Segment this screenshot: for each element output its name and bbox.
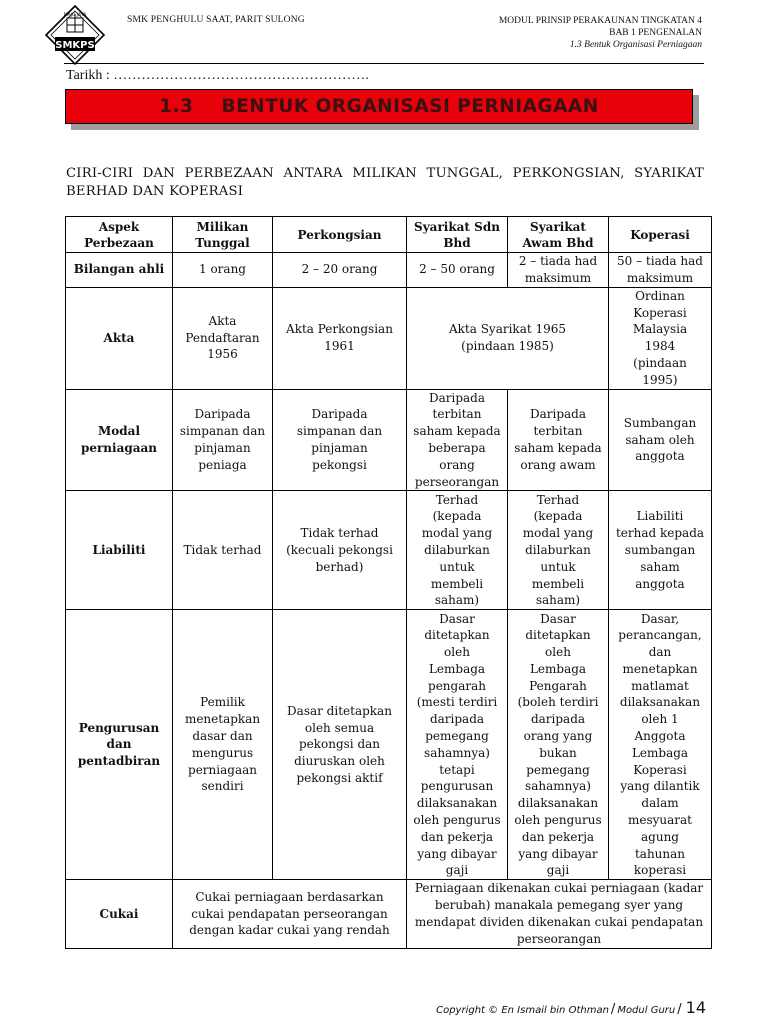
cell-liabiliti-tunggal: Tidak terhad [173,491,273,610]
section-banner [65,89,693,124]
cell-bilangan-tunggal: 1 orang [173,253,273,288]
aspek-liabiliti: Liabiliti [66,491,173,610]
cell-akta-tunggal: Akta Pendaftaran 1956 [173,287,273,389]
school-name: SMK PENGHULU SAAT, PARIT SULONG [127,15,305,25]
header-perkongsian: Perkongsian [273,217,407,253]
header-aspek: Aspek Perbezaan [66,217,173,253]
header-koperasi: Koperasi [609,217,712,253]
cell-modal-sdn: Daripada terbitan saham kepada beberapa orang perseorangan [407,389,508,491]
page-footer: Copyright © En Ismail bin Othman / Modul Guru / 14 [436,998,706,1017]
cell-modal-awam: Daripada terbitan saham kepada orang awam [508,389,609,491]
cell-modal-koperasi: Sumbangan saham oleh anggota [609,389,712,491]
header-syarikat-sdn-bhd: Syarikat Sdn Bhd [407,217,508,253]
aspek-akta: Akta [66,287,173,389]
comparison-table [65,216,712,949]
page-number: 14 [685,998,706,1017]
cell-modal-perkongsian: Daripada simpanan dan pinjaman pekongsi [273,389,407,491]
cell-pengurusan-sdn: Dasar ditetapkan oleh Lembaga pengarah (mesti terdiri daripada pemegang sahamnya) tetapi pengurusan dilaksanakan oleh pengurus dan pekerja yang dibayar gaji [407,610,508,880]
header-divider [64,63,704,64]
cell-akta-syarikat: Akta Syarikat 1965 (pindaan 1985) [407,287,609,389]
row-akta [66,287,712,389]
cell-bilangan-sdn: 2 – 50 orang [407,253,508,288]
section-title: 1.3 Bentuk Organisasi Perniagaan [569,40,702,50]
banner-title: BENTUK ORGANISASI PERNIAGAAN [221,96,599,117]
cell-pengurusan-tunggal: Pemilik menetapkan dasar dan mengurus perniagaan sendiri [173,610,273,880]
school-logo [44,4,106,66]
cell-bilangan-awam: 2 – tiada had maksimum [508,253,609,288]
cell-bilangan-perkongsian: 2 – 20 orang [273,253,407,288]
cell-cukai-syarikat-koperasi: Perniagaan dikenakan cukai perniagaan (kadar berubah) manakala pemegang syer yang mendapat dividen dikenakan cukai pendapatan perseorangan [407,880,712,948]
cell-pengurusan-koperasi: Dasar, perancangan, dan menetapkan matlamat dilaksanakan oleh 1 Anggota Lembaga Koperasi yang dilantik dalam mesyuarat agung tahunan koperasi [609,610,712,880]
header-syarikat-awam-bhd: Syarikat Awam Bhd [508,217,609,253]
chapter-title: BAB 1 PENGENALAN [609,28,702,38]
row-cukai [66,880,712,948]
cell-modal-tunggal: Daripada simpanan dan pinjaman peniaga [173,389,273,491]
table-heading: CIRI-CIRI DAN PERBEZAAN ANTARA MILIKAN TUNGGAL, PERKONGSIAN, SYARIKAT BERHAD DAN KOPERASI [66,166,704,199]
cell-cukai-tunggal-perkongsian: Cukai perniagaan berdasarkan cukai pendapatan perseorangan dengan kadar cukai yang rendah [173,880,407,948]
cell-liabiliti-sdn: Terhad (kepada modal yang dilaburkan untuk membeli saham) [407,491,508,610]
footer-guide: Modul Guru [617,1005,676,1016]
row-modal-perniagaan [66,389,712,491]
aspek-cukai: Cukai [66,880,173,948]
cell-liabiliti-koperasi: Liabiliti terhad kepada sumbangan saham anggota [609,491,712,610]
row-bilangan-ahli [66,253,712,288]
header-milikan-tunggal: Milikan Tunggal [173,217,273,253]
module-info [499,15,702,51]
row-pengurusan [66,610,712,880]
cell-bilangan-koperasi: 50 – tiada had maksimum [609,253,712,288]
aspek-bilangan-ahli: Bilangan ahli [66,253,173,288]
cell-akta-perkongsian: Akta Perkongsian 1961 [273,287,407,389]
cell-pengurusan-perkongsian: Dasar ditetapkan oleh semua pekongsi dan diuruskan oleh pekongsi aktif [273,610,407,880]
cell-liabiliti-awam: Terhad (kepada modal yang dilaburkan untuk membeli saham) [508,491,609,610]
table-header-row [66,217,712,253]
aspek-modal: Modal perniagaan [66,389,173,491]
cell-pengurusan-awam: Dasar ditetapkan oleh Lembaga Pengarah (boleh terdiri daripada orang yang bukan pemegang sahamnya) dilaksanakan oleh pengurus dan pekerja yang dibayar gaji [508,610,609,880]
banner-number: 1.3 [159,96,194,117]
aspek-pengurusan: Pengurusan dan pentadbiran [66,610,173,880]
footer-copyright: Copyright © En Ismail bin Othman [436,1005,609,1016]
row-liabiliti [66,491,712,610]
logo-text: SMKPS [55,40,95,51]
cell-akta-koperasi: Ordinan Koperasi Malaysia 1984 (pindaan 1995) [609,287,712,389]
date-line: Tarikh : ………………………………………………. [66,68,369,83]
logo-motto: MAJU JAYA [63,13,87,18]
cell-liabiliti-perkongsian: Tidak terhad (kecuali pekongsi berhad) [273,491,407,610]
module-title: MODUL PRINSIP PERAKAUNAN TINGKATAN 4 [498,16,702,26]
